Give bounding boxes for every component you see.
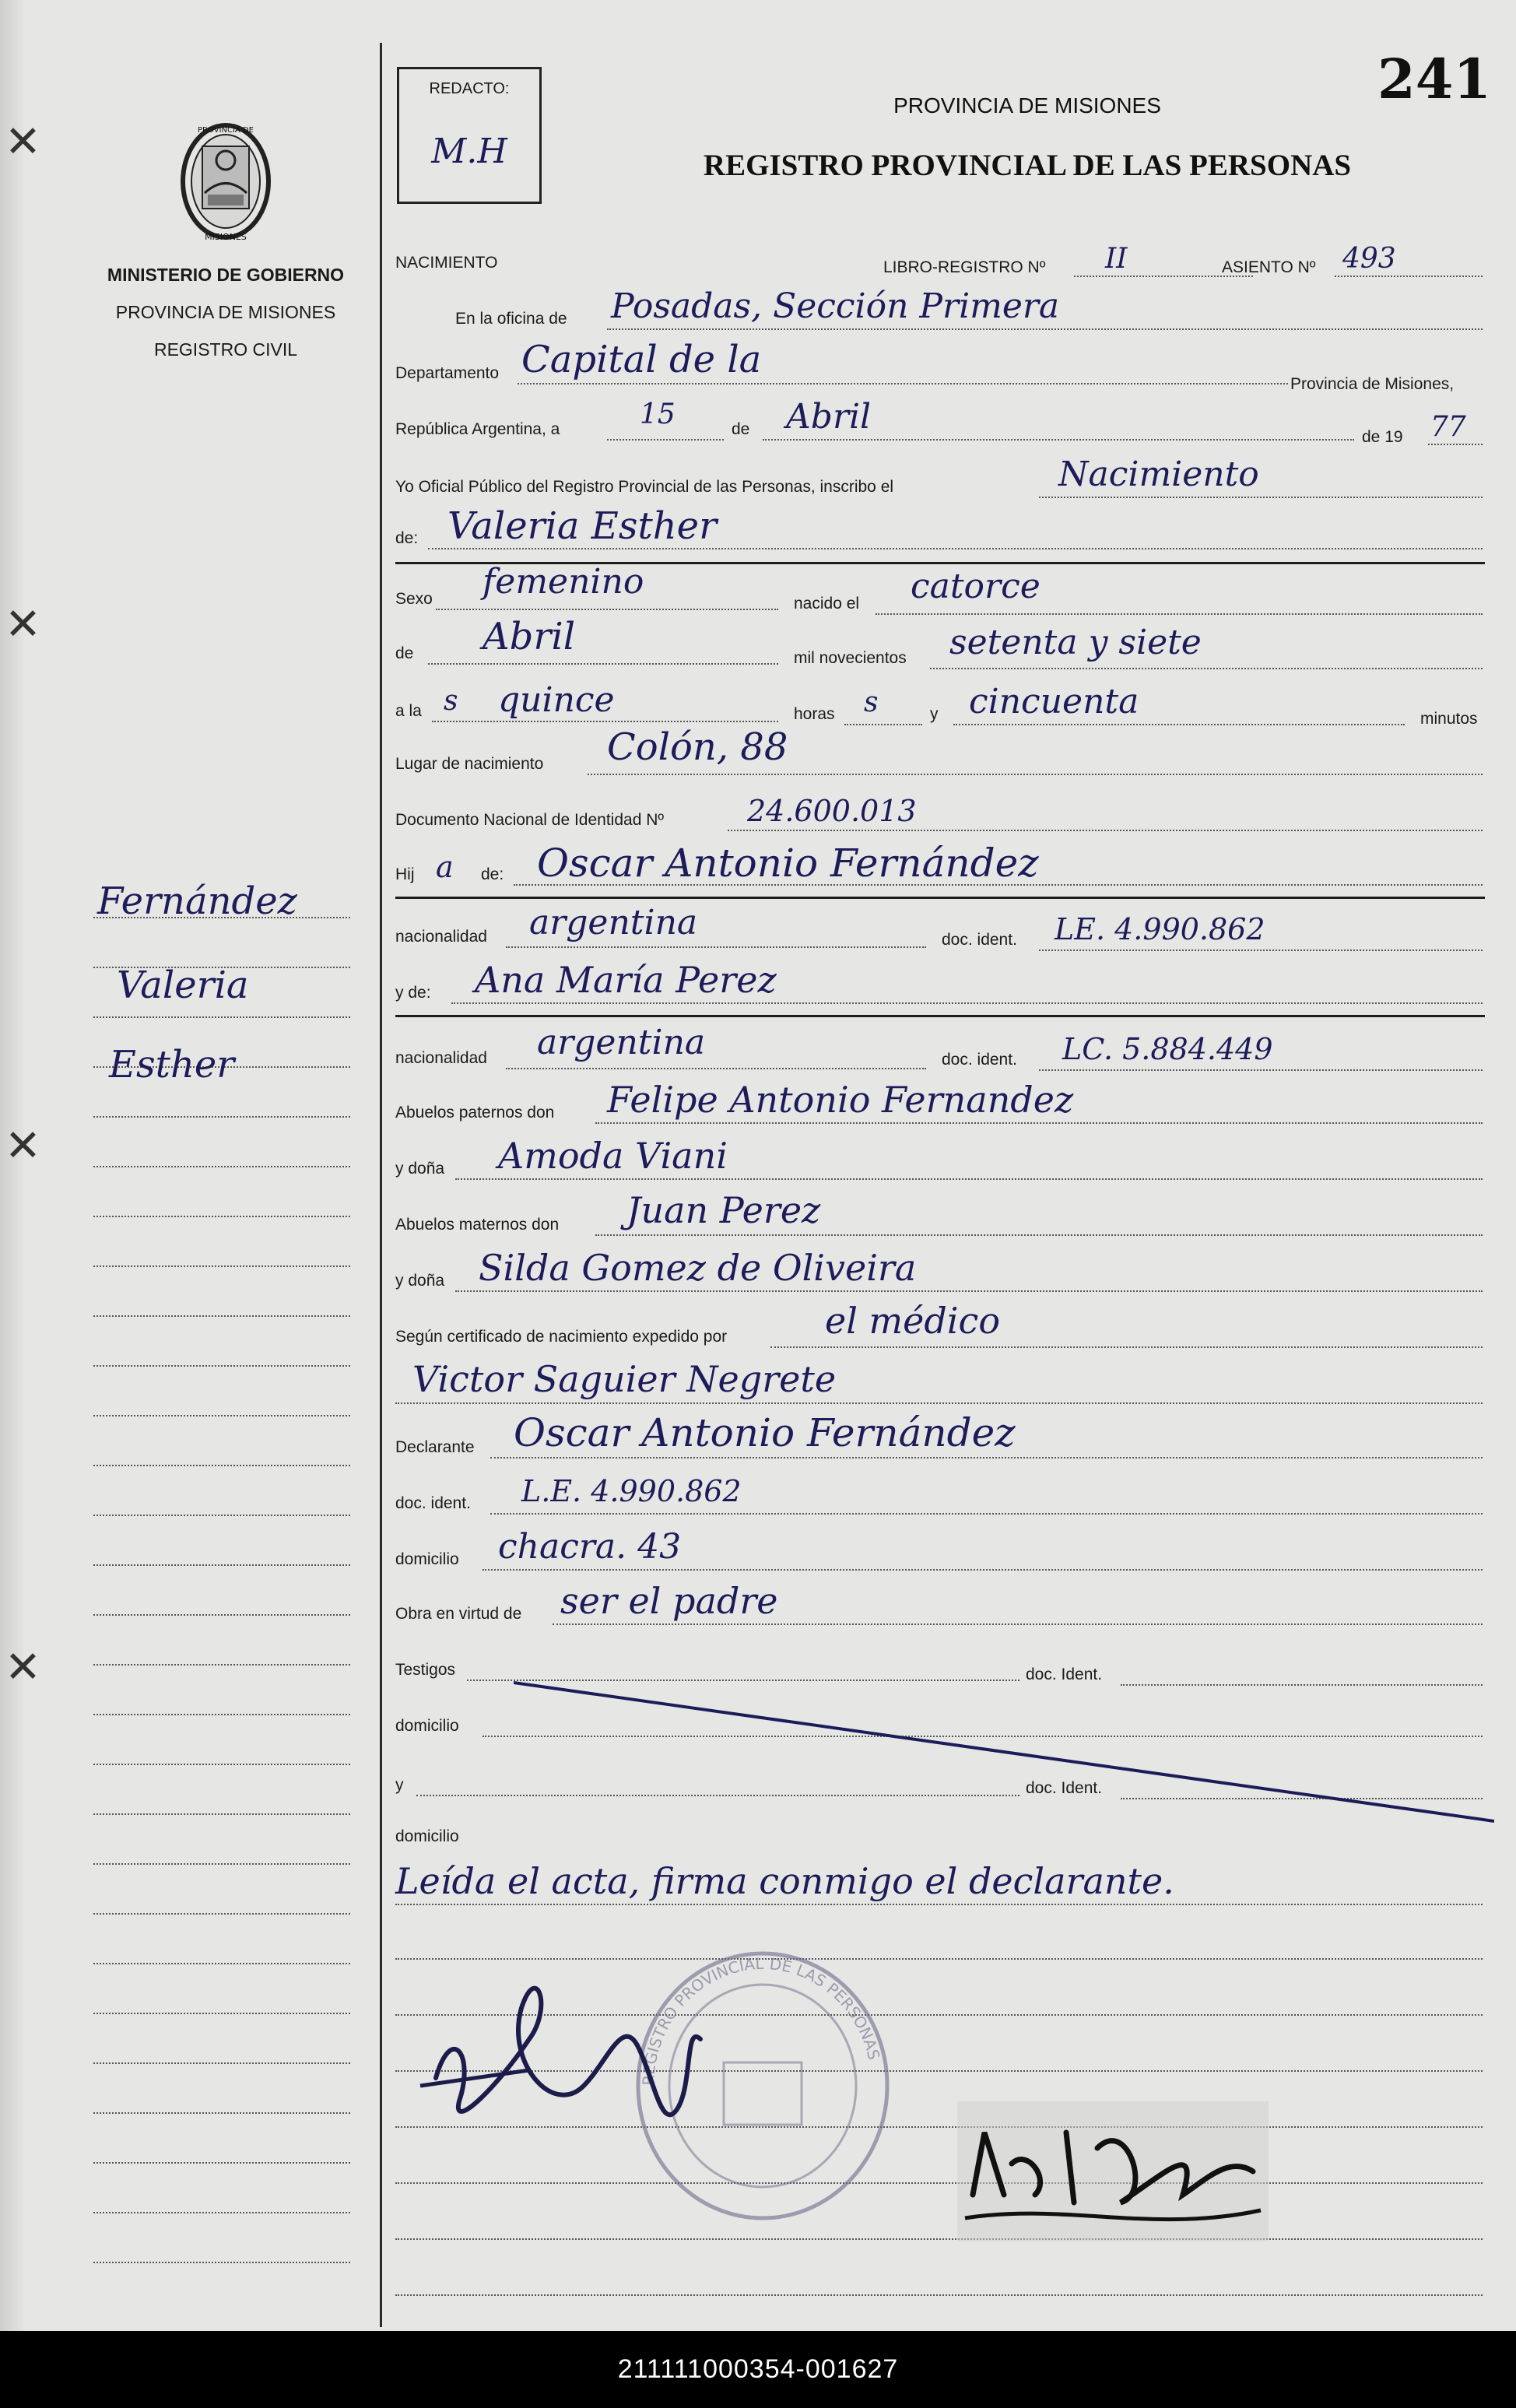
dotted-line	[770, 1346, 1483, 1348]
abuela-materna-label: y doña	[395, 1272, 445, 1290]
dni-value: 24.600.013	[747, 794, 917, 828]
image-identifier: 211111000354-001627	[617, 2354, 899, 2384]
official-signature	[949, 2086, 1276, 2288]
scan-footer	[0, 2331, 1516, 2408]
margin-dotted-line	[93, 1315, 350, 1317]
margin-dotted-line	[93, 1216, 350, 1217]
margin-dotted-line	[93, 2062, 350, 2064]
dotted-line	[451, 1002, 1483, 1004]
obra-value: ser el padre	[560, 1580, 778, 1622]
hora-value: quince	[498, 680, 615, 720]
stitch-mark: ✕	[5, 599, 41, 650]
doc-declarante-value: L.E. 4.990.862	[521, 1474, 742, 1508]
sexo-label: Sexo	[395, 590, 433, 608]
margin-dotted-line	[93, 1664, 350, 1666]
oficina-label: En la oficina de	[455, 310, 567, 328]
ala-s: s	[444, 685, 458, 717]
nacionalidad-madre-value: argentina	[537, 1023, 706, 1062]
province-heading: PROVINCIA DE MISIONES	[893, 93, 1161, 118]
dotted-line	[595, 1234, 1483, 1236]
madre-label: y de:	[395, 984, 431, 1002]
province-subtitle: PROVINCIA DE MISIONES	[115, 302, 336, 322]
fecha-mes: Abril	[786, 397, 872, 437]
hija-suffix: a	[436, 850, 454, 884]
domicilio-value: chacra. 43	[498, 1527, 682, 1567]
dotted-line	[506, 1068, 926, 1069]
margin-dotted-line	[93, 2212, 350, 2213]
ministry-title: MINISTERIO DE GOBIERNO	[107, 265, 345, 285]
margin-dotted-line	[93, 1963, 350, 1964]
doc-madre-label: doc. ident.	[942, 1051, 1017, 1069]
registry-heading: REGISTRO PROVINCIAL DE LAS PERSONAS	[703, 149, 1352, 182]
margin-dotted-line	[93, 1564, 350, 1566]
margin-dotted-line	[93, 1714, 350, 1715]
testigo2-y-label: y	[395, 1776, 404, 1794]
margin-dotted-line	[93, 1265, 350, 1267]
lugar-value: Colón, 88	[607, 725, 788, 769]
mil-label: mil novecientos	[794, 649, 907, 667]
medico-value: Victor Saguier Negrete	[412, 1358, 837, 1400]
abuelo-paterno-value: Felipe Antonio Fernandez	[607, 1079, 1074, 1121]
margin-dotted-line	[93, 2262, 350, 2263]
minutos-label: minutos	[1420, 710, 1478, 728]
asiento-label: ASIENTO Nº	[1222, 258, 1316, 276]
stitch-mark: ✕	[5, 117, 41, 167]
dotted-line	[588, 774, 1483, 775]
cancel-stroke	[514, 1673, 1494, 1829]
ala-label: a la	[395, 702, 422, 720]
dotted-line	[1039, 497, 1483, 498]
dotted-line	[1039, 950, 1483, 951]
nacionalidad-madre-label: nacionalidad	[395, 1049, 487, 1067]
certificado-value: el médico	[825, 1300, 1001, 1342]
redacto-box	[397, 67, 542, 204]
doc-declarante-label: doc. ident.	[395, 1494, 471, 1512]
dotted-line	[490, 1513, 1483, 1515]
stitch-mark: ✕	[5, 1642, 41, 1693]
margin-second-name: Esther	[109, 1043, 235, 1086]
nacionalidad-padre-value: argentina	[529, 903, 698, 942]
margin-surname: Fernández	[97, 879, 297, 923]
dotted-line	[428, 663, 778, 665]
obra-label: Obra en virtud de	[395, 1605, 522, 1623]
abuela-materna-value: Silda Gomez de Oliveira	[479, 1247, 917, 1289]
column-divider	[380, 43, 382, 2327]
asiento-value: 493	[1342, 243, 1396, 275]
dotted-line	[428, 548, 1483, 549]
crest-top-text: PROVINCIA DE	[198, 126, 254, 135]
dotted-line	[876, 613, 1483, 615]
margin-dotted-line	[93, 1116, 350, 1118]
dotted-line	[844, 724, 922, 725]
testigo1-doc-label: doc. Ident.	[1026, 1666, 1103, 1683]
domicilio-label: domicilio	[395, 1550, 459, 1568]
libro-label: LIBRO-REGISTRO Nº	[883, 258, 1046, 276]
dotted-line	[518, 383, 1288, 384]
declarant-signature	[405, 1930, 732, 2179]
abuela-paterna-value: Amoda Viani	[498, 1135, 728, 1177]
dotted-line	[395, 2182, 1483, 2184]
margin-dotted-line	[93, 1465, 350, 1466]
record-type-label: NACIMIENTO	[395, 254, 498, 272]
dotted-line	[436, 609, 778, 610]
abuelos-maternos-label: Abuelos maternos don	[395, 1216, 560, 1234]
fecha-dia: 15	[640, 398, 676, 430]
margin-dotted-line	[93, 2162, 350, 2164]
de-label: de	[732, 420, 750, 438]
doc-padre-value: LE. 4.990.862	[1055, 912, 1265, 946]
mes-nac-value: Abril	[483, 615, 576, 658]
doc-madre-value: LC. 5.884.449	[1062, 1032, 1273, 1066]
libro-value: II	[1105, 243, 1128, 275]
redacto-label: REDACTO:	[429, 80, 510, 97]
leida-text: Leída el acta, firma conmigo el declarante.	[395, 1860, 1174, 1902]
dotted-line	[930, 668, 1483, 669]
dotted-line	[395, 2238, 1483, 2240]
redacto-initials: M.H	[431, 132, 507, 171]
oficina-value: Posadas, Sección Primera	[611, 286, 1060, 326]
svg-text:REGISTRO PROVINCIAL DE LAS PER: REGISTRO PROVINCIAL DE LAS PERSONAS	[638, 1953, 884, 2087]
abuelo-materno-value: Juan Perez	[626, 1189, 821, 1231]
dotted-line	[1428, 444, 1483, 445]
dotted-line	[1335, 276, 1483, 277]
horas-s: s	[864, 686, 879, 718]
dotted-line	[728, 830, 1483, 831]
abuelos-paternos-label: Abuelos paternos don	[395, 1104, 555, 1122]
dotted-line	[483, 1569, 1483, 1571]
nombre-value: Valeria Esther	[447, 504, 718, 548]
province-crest-icon	[167, 115, 284, 247]
provincia-misiones-label: Provincia de Misiones,	[1290, 375, 1455, 393]
de-19-label: de 19	[1362, 428, 1403, 446]
dotted-line	[395, 2294, 1483, 2296]
stitch-mark: ✕	[5, 1121, 41, 1171]
nacido-label: nacido el	[794, 595, 860, 613]
hij-label: Hij	[395, 865, 415, 883]
declarante-value: Oscar Antonio Fernández	[514, 1410, 1016, 1455]
dotted-line	[455, 1290, 1483, 1292]
nacionalidad-padre-label: nacionalidad	[395, 928, 487, 946]
dotted-line	[506, 946, 926, 948]
padre-value: Oscar Antonio Fernández	[537, 841, 1039, 886]
dotted-line	[395, 1904, 1483, 1905]
margin-first-name: Valeria	[117, 964, 249, 1007]
sexo-value: femenino	[483, 562, 644, 602]
dotted-line	[432, 721, 778, 722]
margin-dotted-line	[93, 2013, 350, 2014]
padre-de-label: de:	[481, 865, 504, 883]
section-rule	[395, 1015, 1485, 1017]
oficial-label: Yo Oficial Público del Registro Provincial de las Personas, inscribo el	[395, 478, 894, 496]
dni-label: Documento Nacional de Identidad Nº	[395, 811, 665, 829]
margin-dotted-line	[93, 1813, 350, 1815]
fecha-anio: 77	[1430, 411, 1466, 443]
departamento-value: Capital de la	[521, 338, 762, 381]
dotted-line	[763, 439, 1354, 441]
margin-dotted-line	[93, 1415, 350, 1416]
margin-dotted-line	[93, 1515, 350, 1516]
mes-nac-label: de	[395, 644, 414, 662]
crest-bottom-text: MISIONES	[205, 232, 247, 242]
testigos-label: Testigos	[395, 1661, 456, 1679]
margin-dotted-line	[93, 1614, 350, 1616]
margin-dotted-line	[93, 1365, 350, 1367]
dotted-line	[553, 1623, 1483, 1625]
republica-label: República Argentina, a	[395, 420, 560, 438]
tipo-inscripcion: Nacimiento	[1058, 455, 1259, 494]
dotted-line	[953, 724, 1405, 725]
testigo1-domicilio-label: domicilio	[395, 1717, 459, 1735]
y-label: y	[930, 705, 939, 723]
doc-padre-label: doc. ident.	[942, 931, 1017, 949]
lugar-label: Lugar de nacimiento	[395, 755, 544, 773]
declarante-label: Declarante	[395, 1438, 475, 1456]
minutos-value: cincuenta	[969, 682, 1139, 721]
nombre-label: de:	[395, 529, 419, 547]
dotted-line	[395, 1402, 1483, 1404]
nacido-value: catorce	[911, 567, 1040, 606]
section-rule	[395, 897, 1485, 899]
civil-registry-subtitle: REGISTRO CIVIL	[153, 339, 298, 360]
departamento-label: Departamento	[395, 364, 500, 382]
abuela-paterna-label: y doña	[395, 1160, 445, 1178]
margin-dotted-line	[93, 1764, 350, 1765]
anio-nac-value: setenta y siete	[949, 623, 1202, 662]
margin-dotted-line	[93, 1863, 350, 1865]
testigo2-domicilio-label: domicilio	[395, 1827, 459, 1845]
dotted-line	[595, 1122, 1483, 1124]
page-number: 241	[1377, 47, 1492, 111]
testigo2-doc-label: doc. Ident.	[1026, 1779, 1103, 1797]
dotted-line	[607, 328, 1483, 330]
dotted-line	[490, 1457, 1483, 1458]
dotted-line	[455, 1178, 1483, 1180]
margin-dotted-line	[93, 1016, 350, 1018]
horas-label: horas	[794, 705, 835, 723]
dotted-line	[607, 439, 724, 441]
margin-dotted-line	[93, 1913, 350, 1915]
certificado-label: Según certificado de nacimiento expedido por	[395, 1328, 728, 1346]
margin-dotted-line	[93, 2112, 350, 2114]
margin-dotted-line	[93, 1166, 350, 1167]
dotted-line	[1039, 1069, 1483, 1071]
madre-value: Ana María Perez	[475, 959, 777, 1001]
